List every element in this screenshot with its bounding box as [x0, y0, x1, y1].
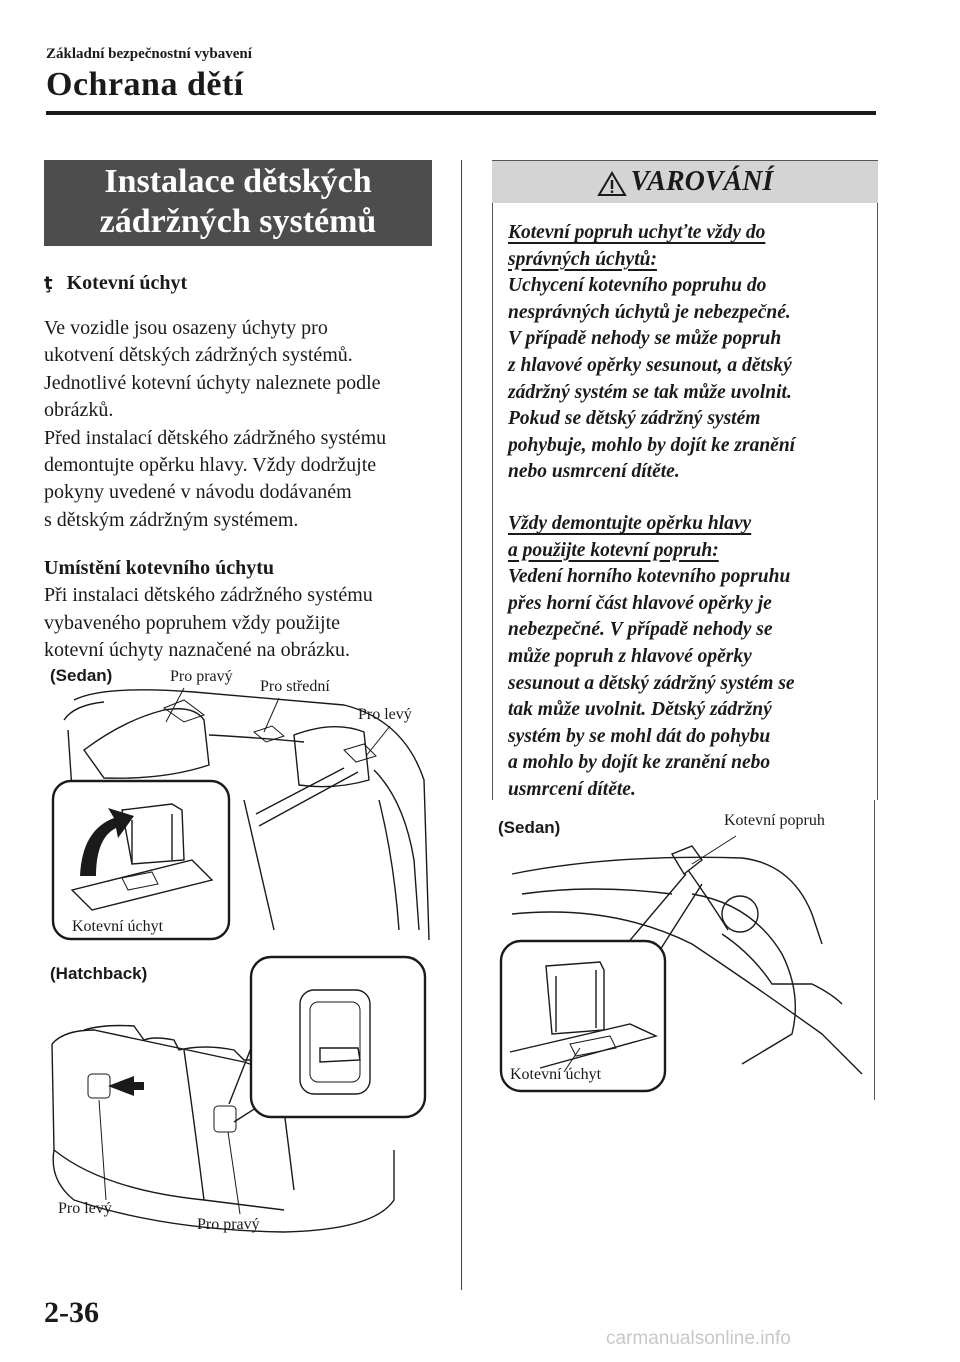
text-line: pokyny uvedené v návodu dodávaném [44, 481, 352, 504]
chapter-title-line2: zádržných systémů [99, 203, 377, 240]
warning-heading-line: Vždy demontujte opěrku hlavy [508, 513, 752, 534]
warning-line: zádržný systém se tak může uvolnit. [508, 381, 792, 403]
hatchback-variant-label: (Hatchback) [50, 964, 148, 983]
warning-title: VAROVÁNÍ [630, 166, 774, 197]
section-heading-text: Kotevní úchyt [66, 272, 188, 294]
intro-paragraph [44, 315, 444, 534]
warning-line: z hlavové opěrky sesunout, a dětský [508, 354, 792, 376]
warning-line: nebezpečné. V případě nehody se [508, 619, 773, 641]
warning-line: Uchycení kotevního popruhu do [508, 275, 767, 297]
label-for-left: Pro levý [358, 706, 412, 723]
text-line: ukotvení dětských zádržných systémů. [44, 344, 353, 367]
warning-line: systém by se mohl dát do pohybu [508, 725, 771, 747]
column-divider [461, 160, 462, 1290]
text-line: kotevní úchyty naznačené na obrázku. [44, 639, 350, 662]
watermark: carmanualsonline.info [606, 1328, 791, 1349]
warning-line: pohybuje, mohlo by dojít ke zranění [508, 434, 796, 456]
warning-triangle-icon [597, 171, 627, 197]
bullet-icon: ţ [44, 273, 53, 294]
label-hatch-right: Pro pravý [197, 1216, 260, 1233]
warning-line: nebo usmrcení dítěte. [508, 461, 680, 483]
label-hatch-left: Pro levý [58, 1200, 112, 1217]
warning-heading-line: Kotevní popruh uchyťte vždy do [508, 222, 766, 243]
subheading: Umístění kotevního úchytu [44, 557, 275, 579]
warning-line: nesprávných úchytů je nebezpečné. [508, 301, 791, 323]
warning-line: a mohlo by dojít ke zranění nebo [508, 752, 771, 774]
warning-heading-line: a použijte kotevní popruh: [508, 539, 719, 561]
text-line: s dětským zádržným systémem. [44, 508, 299, 531]
label-strap: Kotevní popruh [724, 812, 825, 829]
warning-line: Vedení horního kotevního popruhu [508, 566, 791, 588]
text-line: vybaveného popruhem vždy použijte [44, 611, 341, 634]
text-line: Před instalací dětského zádržného systému [44, 426, 387, 449]
warning-line: tak může uvolnit. Dětský zádržný [508, 699, 772, 721]
warning-header [492, 160, 878, 203]
text-line: Jednotlivé kotevní úchyty naleznete podle [44, 371, 381, 394]
strap-variant-label: (Sedan) [498, 818, 561, 837]
chapter-title-box [44, 160, 432, 246]
text-line: Při instalaci dětského zádržného systému [44, 584, 373, 607]
figure-right-rule [874, 800, 875, 1100]
warning-block-2 [508, 511, 868, 804]
page-number: 2-36 [44, 1296, 99, 1329]
label-for-center: Pro střední [260, 678, 330, 695]
warning-line: sesunout a dětský zádržný systém se [508, 672, 795, 694]
text-line: Ve vozidle jsou osazeny úchyty pro [44, 317, 328, 339]
text-line: obrázků. [44, 399, 114, 422]
warning-line: usmrcení dítěte. [508, 778, 636, 800]
warning-line: může popruh z hlavové opěrky [508, 645, 752, 667]
label-anchor-sedan: Kotevní úchyt [72, 918, 164, 935]
page-title: Ochrana dětí [46, 66, 244, 103]
text-line: demontujte opěrku hlavy. Vždy dodržujte [44, 454, 377, 477]
chapter-title-line1: Instalace dětských [104, 163, 372, 200]
header-rule [46, 111, 876, 115]
label-anchor-strap: Kotevní úchyt [510, 1066, 602, 1083]
warning-block-1 [508, 220, 868, 486]
location-paragraph [44, 555, 444, 665]
label-for-right: Pro pravý [170, 668, 233, 685]
warning-line: Pokud se dětský zádržný systém [508, 408, 761, 430]
warning-heading-line: správných úchytů: [508, 248, 657, 270]
section-heading [44, 272, 187, 295]
sedan-variant-label: (Sedan) [50, 666, 113, 685]
section-breadcrumb: Základní bezpečnostní vybavení [46, 46, 252, 62]
warning-line: V případě nehody se může popruh [508, 328, 782, 350]
hatchback-anchor-detail [250, 956, 428, 1120]
warning-line: přes horní část hlavové opěrky je [508, 592, 772, 614]
